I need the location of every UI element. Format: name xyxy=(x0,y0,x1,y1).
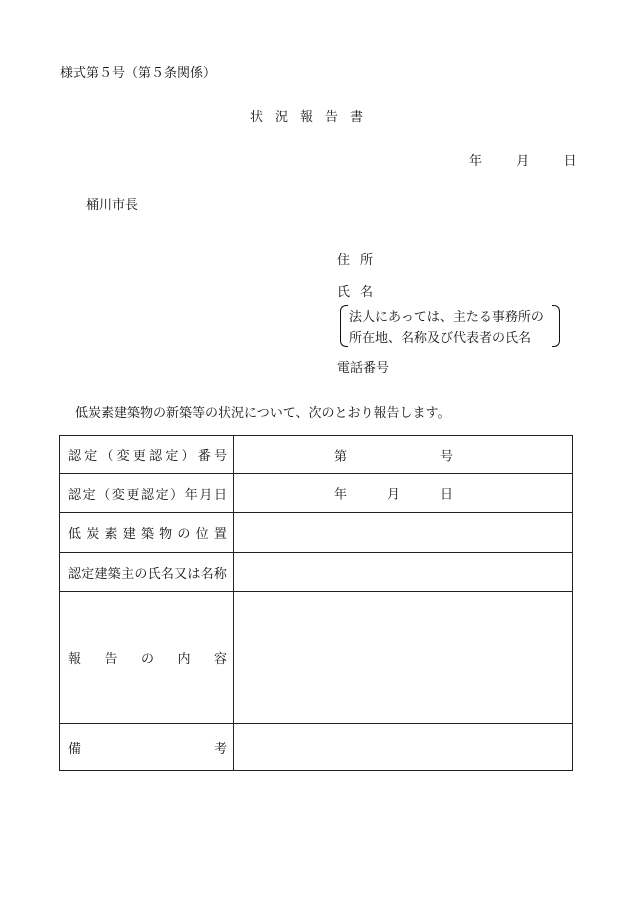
row-label-text: 認 定 建 築 主 の 氏 名 又 は 名 称 xyxy=(68,566,227,582)
addressee: 桶川市長 xyxy=(86,198,139,213)
row-label xyxy=(60,513,234,553)
table-row xyxy=(60,513,573,553)
table-row xyxy=(60,724,573,771)
row-label-text: 認 定 （ 変 更 認 定 ） 番 号 xyxy=(68,449,227,464)
phone-label: 電話番号 xyxy=(337,361,390,376)
row-label-text: 備 考 xyxy=(68,741,227,757)
row-label xyxy=(60,592,234,724)
date-year: 年 xyxy=(469,154,483,169)
row-label xyxy=(60,553,234,592)
report-table xyxy=(59,435,573,771)
intro-text: 低炭素建築物の新築等の状況について、次のとおり報告します。 xyxy=(75,406,451,421)
builder-name-field[interactable] xyxy=(234,553,573,592)
table-row xyxy=(60,436,573,474)
corporate-note-line1: 法人にあっては、主たる事務所の xyxy=(349,310,544,325)
row-label xyxy=(60,436,234,474)
date-month: 月 xyxy=(387,487,401,503)
certification-number-field[interactable] xyxy=(234,436,573,474)
building-location-field[interactable] xyxy=(234,513,573,553)
document-title: 状況報告書 xyxy=(250,110,376,125)
row-label xyxy=(60,724,234,771)
row-label-text: 低 炭 素 建 築 物 の 位 置 xyxy=(68,527,227,542)
date-year: 年 xyxy=(334,487,348,503)
date-day: 日 xyxy=(563,154,577,169)
report-content-field[interactable] xyxy=(234,592,573,724)
right-bracket xyxy=(552,305,560,347)
date-month: 月 xyxy=(516,154,530,169)
table-row xyxy=(60,553,573,592)
date-line xyxy=(469,155,577,168)
row-label-text: 認 定 （ 変 更 認 定 ） 年 月 日 xyxy=(68,487,227,503)
row-label xyxy=(60,474,234,513)
name-label: 氏名 xyxy=(337,285,384,300)
row-label-text: 報 告 の 内 容 xyxy=(68,652,227,667)
left-bracket xyxy=(340,305,348,347)
date-day: 日 xyxy=(440,487,454,503)
table-row xyxy=(60,474,573,513)
number-prefix: 第 xyxy=(334,449,348,464)
table-row xyxy=(60,592,573,724)
number-suffix: 号 xyxy=(440,449,454,464)
remarks-field[interactable] xyxy=(234,724,573,771)
form-number: 様式第５号（第５条関係） xyxy=(60,66,217,81)
address-label: 住所 xyxy=(337,253,384,268)
corporate-note xyxy=(340,305,562,345)
certification-date-field[interactable] xyxy=(234,474,573,513)
corporate-note-line2: 所在地、名称及び代表者の氏名 xyxy=(349,331,532,346)
